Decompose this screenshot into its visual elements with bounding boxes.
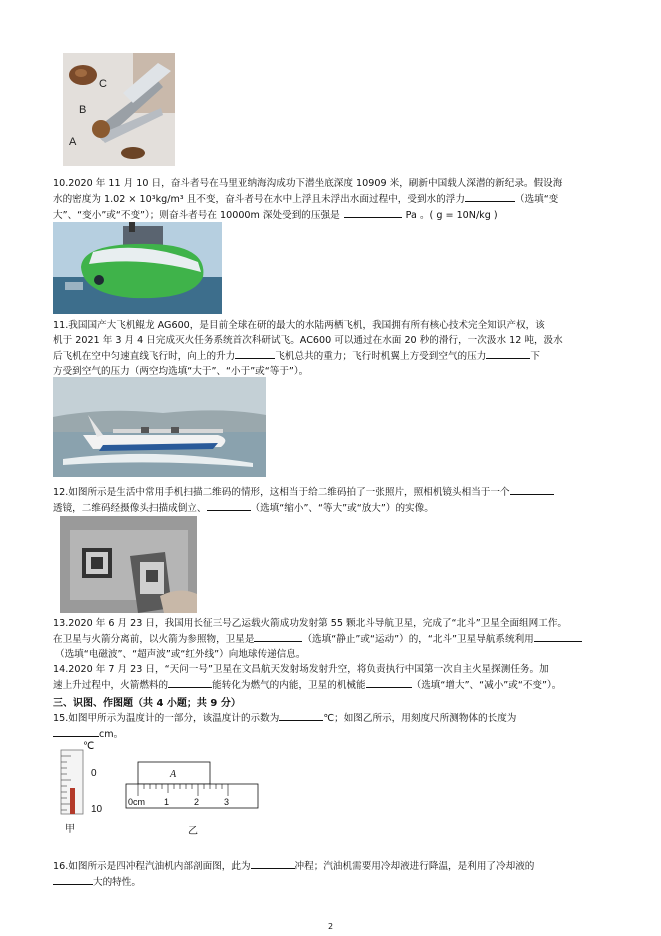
q16-blank-stroke[interactable] — [251, 858, 295, 869]
q15-line1 — [53, 710, 643, 726]
thermometer-tick-0: 0 — [91, 768, 97, 779]
question-13 — [53, 616, 643, 662]
qr-scan-illustration — [60, 516, 197, 613]
q16-line2-text: 大的特性。 — [93, 877, 141, 888]
q11-line4: 方受到空气的压力（两空均选填“大于”、“小于”或“等于”）。 — [53, 366, 309, 377]
q10-line1: 10.2020 年 11 月 10 日，奋斗者号在马里亚纳海沟成功下潜坐底深度 10909 米，刷新中国载人深潜的新纪录。假设海 — [53, 178, 563, 189]
q14-blank-mechanical[interactable] — [366, 677, 412, 688]
q16-line2 — [53, 874, 643, 890]
question-14 — [53, 662, 643, 693]
nutcracker-photo — [63, 53, 175, 166]
q10-line3 — [53, 207, 643, 223]
question-11 — [53, 318, 643, 379]
q15-blank-length[interactable] — [53, 726, 99, 737]
q11-line3a: 后飞机在空中匀速直线飞行时，向上的升力 — [53, 351, 236, 362]
q11-blank-force[interactable] — [486, 348, 530, 359]
q13-blank-motion[interactable] — [254, 631, 302, 642]
q10-line2b: （选填“变 — [514, 194, 559, 205]
q14-line2 — [53, 677, 643, 693]
q14-line2c: （选填“增大”、“减小”或“不变”）。 — [411, 680, 562, 691]
q13-line2 — [53, 631, 643, 647]
q12-line1 — [53, 484, 643, 500]
q11-line3 — [53, 348, 643, 364]
q13-line3 — [53, 647, 643, 662]
q12-line2a: 透镜，二维码经摄像头扫描成倒立、 — [53, 503, 207, 514]
ruler-tick-2: 2 — [194, 797, 200, 807]
q14-line1: 14.2020 年 7 月 23 日，“天问一号”卫星在文昌航天发射场发射升空，将负责执行中国第一次自主火星探测任务。加 — [53, 664, 549, 675]
thermometer-caption: 甲 — [65, 824, 75, 835]
thermometer-tick-10: 10 — [91, 804, 103, 815]
q13-line2b: （选填“静止”或“运动”）的，“北斗”卫星导航系统利用 — [302, 634, 534, 645]
q12-blank-lens[interactable] — [510, 484, 554, 495]
q10-line3b: Pa 。( g = 10N/kg ) — [405, 210, 498, 221]
question-15 — [53, 710, 643, 742]
q11-line3b: 飞机总共的重力；飞行时机翼上方受到空气的压力 — [275, 351, 487, 362]
submersible-photo — [53, 222, 222, 314]
q14-blank-energy[interactable] — [168, 677, 212, 688]
ruler-tick-1: 1 — [164, 797, 170, 807]
q15-line2 — [53, 726, 643, 742]
q12-line2b: （选填“缩小”、“等大”或“放大”）的实像。 — [250, 503, 434, 514]
ruler-caption: 乙 — [188, 826, 198, 837]
q13-blank-wave[interactable] — [534, 631, 582, 642]
q12-line2 — [53, 500, 643, 516]
q15-blank-temperature[interactable] — [279, 710, 323, 721]
q10-blank-pressure[interactable] — [344, 207, 402, 218]
seaplane-illustration — [53, 377, 266, 477]
ruler-block-label: A — [170, 769, 177, 780]
q16-line1b: 冲程；汽油机需要用冷却液进行降温，是利用了冷却液的 — [294, 861, 535, 872]
q11-line3c: 下 — [530, 351, 540, 362]
q13-line3-text: （选填“电磁波”、“超声波”或“红外线”）向地球传递信息。 — [55, 649, 306, 660]
q12-line1a: 12.如图所示是生活中常用手机扫描二维码的情形，这相当于给二维码拍了一张照片，照相机镜头相当于一个 — [53, 487, 510, 498]
q11-line2: 机于 2021 年 3 月 4 日完成灭火任务系统首次科研试飞。AC600 可以通过在水面 20 秒的滑行，一次汲水 12 吨，汲水 — [53, 335, 563, 346]
q10-line2a: 水的密度为 1.02 × 10³kg/m³ 且不变，奋斗者号在水中上浮且未浮出水面过程中，受到水的浮力 — [53, 194, 465, 205]
qr-scan-photo — [60, 516, 197, 613]
question-12 — [53, 484, 643, 516]
question-16 — [53, 858, 643, 890]
thermometer-figure — [55, 738, 115, 836]
submersible-illustration — [53, 222, 222, 314]
ruler-tick-3: 3 — [224, 797, 230, 807]
q10-line3a: 大”、“变小”或“不变”）；则奋斗者号在 10000m 深处受到的压强是 — [53, 210, 340, 221]
q16-blank-property[interactable] — [53, 874, 93, 885]
q15-line2-unit: cm。 — [99, 729, 124, 740]
q12-blank-image[interactable] — [207, 500, 251, 511]
q11-line1: 11.我国国产大飞机鲲龙 AG600，是目前全球在研的最大的水陆两栖飞机，我国拥有所有核心技术完全知识产权，该 — [53, 320, 545, 331]
page-number: 2 — [327, 922, 334, 931]
q16-line1a: 16.如图所示是四冲程汽油机内部剖面图，此为 — [53, 861, 251, 872]
label-a: A — [69, 136, 77, 148]
section-3-heading: 三、识图、作图题（共 4 小题；共 9 分） — [53, 698, 241, 709]
q10-line2 — [53, 191, 643, 207]
ruler-figure — [124, 758, 264, 838]
q15-line1b: ℃；如图乙所示，用刻度尺所测物体的长度为 — [323, 713, 517, 724]
thermometer-unit: ℃ — [83, 741, 95, 752]
q16-line1 — [53, 858, 643, 874]
nutcracker-illustration — [63, 53, 175, 166]
q14-line2b: 能转化为燃气的内能，卫星的机械能 — [212, 680, 366, 691]
q13-line1: 13.2020 年 6 月 23 日，我国用长征三号乙运载火箭成功发射第 55 颗北斗导航卫星，完成了“北斗”卫星全面组网工作。 — [53, 618, 568, 629]
q14-line2a: 速上升过程中，火箭燃料的 — [53, 680, 169, 691]
seaplane-photo — [53, 377, 266, 477]
q11-blank-lift[interactable] — [235, 348, 275, 359]
q15-line1a: 15.如图甲所示为温度计的一部分，该温度计的示数为 — [53, 713, 280, 724]
q10-blank-buoyancy[interactable] — [465, 191, 515, 202]
q13-line2a: 在卫星与火箭分离前，以火箭为参照物，卫星是 — [53, 634, 255, 645]
ruler-tick-0: 0cm — [128, 797, 146, 807]
question-10 — [53, 176, 643, 223]
label-c: C — [99, 78, 107, 90]
label-b: B — [79, 104, 87, 116]
